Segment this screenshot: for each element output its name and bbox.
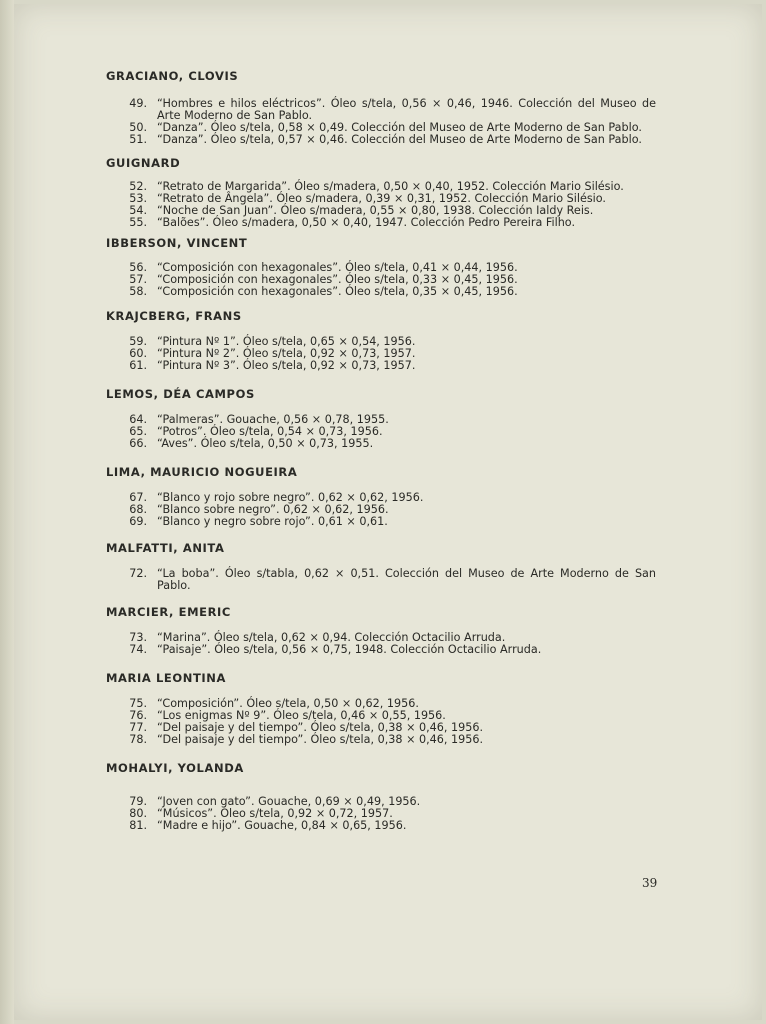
entry-number: 64. (129, 413, 147, 426)
entry-number: 81. (129, 819, 147, 832)
entry-text: “Retrato de Margarida”. Óleo s/madera, 0,50 × 0,40, 1952. Colección Mario Silésio. (157, 180, 624, 193)
entry-text: “Danza”. Óleo s/tela, 0,58 × 0,49. Colección del Museo de Arte Moderno de San Pablo. (157, 121, 642, 134)
entry-number: 80. (129, 807, 147, 820)
entry-text: “La boba”. Óleo s/tabla, 0,62 × 0,51. Colección del Museo de Arte Moderno de San Pablo. (157, 567, 656, 592)
entry-text: “Balões”. Óleo s/madera, 0,50 × 0,40, 1947. Colección Pedro Pereira Filho. (157, 216, 576, 229)
catalog-entry (106, 98, 656, 122)
entry-text: “Pintura Nº 3”. Óleo s/tela, 0,92 × 0,73, 1957. (157, 359, 416, 372)
entry-number: 54. (129, 204, 147, 217)
artist-section (106, 386, 656, 450)
artist-name: LIMA, MAURICIO NOGUEIRA (106, 465, 298, 479)
entry-text: “Del paisaje y del tiempo”. Óleo s/tela, 0,38 × 0,46, 1956. (157, 733, 484, 746)
entry-number: 53. (129, 192, 147, 205)
entry-number: 76. (129, 709, 147, 722)
entry-number: 50. (129, 121, 147, 134)
artist-name: MOHALYI, YOLANDA (106, 761, 244, 775)
artist-name: MARIA LEONTINA (106, 671, 227, 685)
entry-number: 78. (129, 733, 147, 746)
artist-section (106, 464, 656, 528)
entry-text: “Del paisaje y del tiempo”. Óleo s/tela, 0,38 × 0,46, 1956. (157, 721, 484, 734)
artist-name: MALFATTI, ANITA (106, 541, 225, 555)
entry-text: “Músicos”. Óleo s/tela, 0,92 × 0,72, 1957. (157, 807, 393, 820)
entry-text: “Composición con hexagonales”. Óleo s/tela, 0,35 × 0,45, 1956. (157, 285, 518, 298)
catalog-entry (106, 516, 656, 528)
artist-section (106, 670, 656, 746)
page-binding-edge (0, 0, 14, 1024)
catalog-content (106, 68, 656, 843)
entry-number: 52. (129, 180, 147, 193)
artist-name: IBBERSON, VINCENT (106, 236, 248, 250)
entry-text: “Blanco y rojo sobre negro”. 0,62 × 0,62, 1956. (157, 491, 424, 504)
entry-text: “Blanco y negro sobre rojo”. 0,61 × 0,61. (157, 515, 388, 528)
entry-text: “Composición con hexagonales”. Óleo s/tela, 0,33 × 0,45, 1956. (157, 273, 518, 286)
artist-section (106, 68, 656, 146)
entry-number: 60. (129, 347, 147, 360)
artist-section (106, 760, 656, 832)
entry-text: “Composición”. Óleo s/tela, 0,50 × 0,62, 1956. (157, 697, 419, 710)
entry-number: 49. (129, 97, 147, 110)
entry-text: “Aves”. Óleo s/tela, 0,50 × 0,73, 1955. (157, 437, 374, 450)
artist-name: KRAJCBERG, FRANS (106, 309, 242, 323)
entry-text: “Madre e hijo”. Gouache, 0,84 × 0,65, 1956. (157, 819, 407, 832)
catalog-entry (106, 360, 656, 372)
entry-text: “Pintura Nº 2”. Óleo s/tela, 0,92 × 0,73, 1957. (157, 347, 416, 360)
entry-text: “Potros”. Óleo s/tela, 0,54 × 0,73, 1956. (157, 425, 383, 438)
entry-number: 59. (129, 335, 147, 348)
artist-name: GRACIANO, CLOVIS (106, 69, 239, 83)
entry-number: 69. (129, 515, 147, 528)
artist-section (106, 235, 656, 298)
artist-name: LEMOS, DÉA CAMPOS (106, 387, 255, 401)
artist-section (106, 604, 656, 656)
page-number: 39 (642, 876, 658, 890)
catalog-entry (106, 217, 656, 229)
entry-number: 77. (129, 721, 147, 734)
entry-number: 74. (129, 643, 147, 656)
entry-text: “Blanco sobre negro”. 0,62 × 0,62, 1956. (157, 503, 389, 516)
entry-number: 51. (129, 133, 147, 146)
entry-text: “Retrato de Ângela”. Óleo s/madera, 0,39 × 0,31, 1952. Colección Mario Silésio. (157, 192, 606, 205)
entry-number: 79. (129, 795, 147, 808)
entry-number: 58. (129, 285, 147, 298)
catalog-entry (106, 438, 656, 450)
entry-text: “Danza”. Óleo s/tela, 0,57 × 0,46. Colección del Museo de Arte Moderno de San Pablo. (157, 133, 642, 146)
catalog-entry (106, 568, 656, 592)
entry-number: 73. (129, 631, 147, 644)
entry-number: 68. (129, 503, 147, 516)
artist-section (106, 308, 656, 372)
artist-section (106, 155, 656, 229)
catalog-entry (106, 820, 656, 832)
entry-text: “Joven con gato”. Gouache, 0,69 × 0,49, 1956. (157, 795, 421, 808)
catalog-entry (106, 134, 656, 146)
entry-number: 61. (129, 359, 147, 372)
catalog-page (14, 4, 762, 1020)
entry-number: 56. (129, 261, 147, 274)
entry-number: 65. (129, 425, 147, 438)
entry-number: 72. (129, 567, 147, 580)
entry-number: 75. (129, 697, 147, 710)
entry-number: 55. (129, 216, 147, 229)
entry-number: 66. (129, 437, 147, 450)
artist-name: MARCIER, EMERIC (106, 605, 231, 619)
artist-section (106, 540, 656, 592)
entry-text: “Composición con hexagonales”. Óleo s/tela, 0,41 × 0,44, 1956. (157, 261, 518, 274)
entry-text: “Paisaje”. Óleo s/tela, 0,56 × 0,75, 1948. Colección Octacilio Arruda. (157, 643, 542, 656)
catalog-entry (106, 286, 656, 298)
entry-text: “Noche de San Juan”. Óleo s/madera, 0,55 × 0,80, 1938. Colección Ialdy Reis. (157, 204, 594, 217)
entry-number: 57. (129, 273, 147, 286)
entry-text: “Marina”. Óleo s/tela, 0,62 × 0,94. Colección Octacilio Arruda. (157, 631, 506, 644)
catalog-entry (106, 644, 656, 656)
entry-text: “Hombres e hilos eléctricos”. Óleo s/tela, 0,56 × 0,46, 1946. Colección del Museo de Arte Moderno de San Pablo. (157, 97, 656, 122)
entry-number: 67. (129, 491, 147, 504)
catalog-entry (106, 734, 656, 746)
entry-text: “Pintura Nº 1”. Óleo s/tela, 0,65 × 0,54, 1956. (157, 335, 416, 348)
entry-text: “Palmeras”. Gouache, 0,56 × 0,78, 1955. (157, 413, 389, 426)
entry-text: “Los enigmas Nº 9”. Óleo s/tela, 0,46 × 0,55, 1956. (157, 709, 446, 722)
artist-name: GUIGNARD (106, 156, 181, 170)
